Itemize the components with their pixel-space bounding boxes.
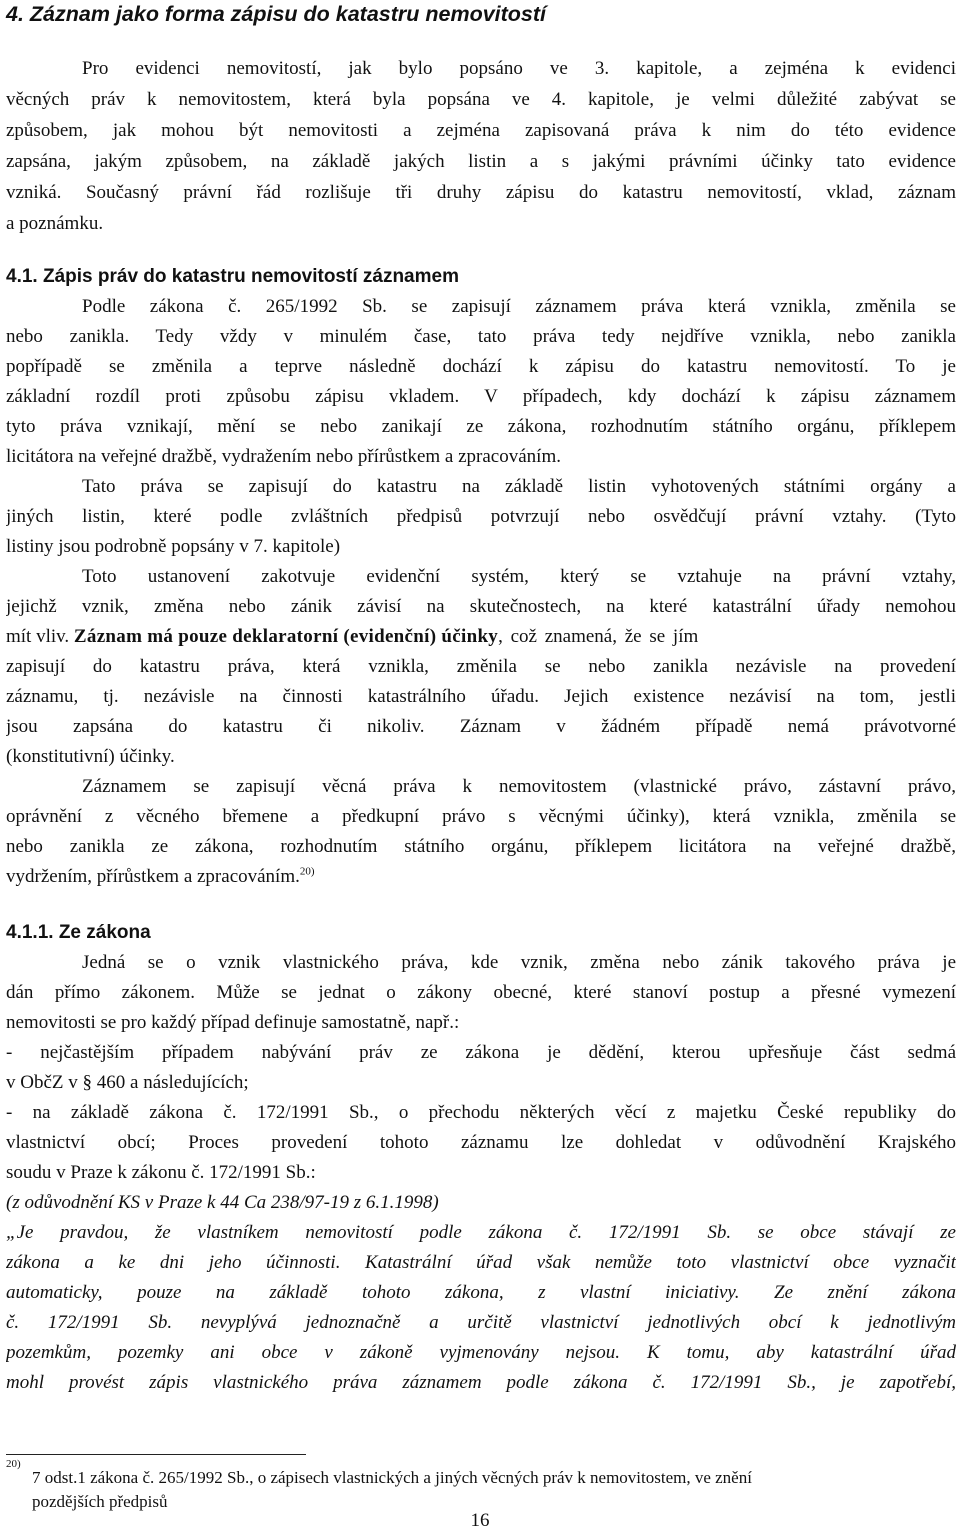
paragraph-line: vzniká. Současný právní řád rozlišuje tři druhy zápisu do katastru nemovitostí, vklad, záznam bbox=[6, 182, 956, 203]
paragraph-line: Podle zákona č. 265/1992 Sb. se zapisují záznamem práva která vznikla, změnila se bbox=[82, 296, 956, 317]
quote-line: mohl provést zápis vlastnického práva záznamem podle zákona č. 172/1991 Sb., je zapotřebí, bbox=[6, 1372, 956, 1393]
paragraph-line: základní rozdíl proti způsobu zápisu vkladem. V případech, kdy dochází k zápisu záznamem bbox=[6, 386, 956, 407]
footnote-reference: 20) bbox=[299, 865, 315, 878]
paragraph-line: nebo zanikla ze zákona, rozhodnutím státního orgánu, příklepem licitátora na veřejné dražbě, bbox=[6, 836, 956, 857]
text-run: , což znamená, že se jím bbox=[498, 626, 699, 647]
paragraph-line: vlastnictví obcí; Proces provedení tohoto záznamu lze dohledat v odůvodnění Krajského bbox=[6, 1132, 956, 1153]
paragraph-line: dán přímo zákonem. Může se jednat o zákony obecné, které stanoví postup a přesné vymezení bbox=[6, 982, 956, 1003]
paragraph-line: způsobem, jak mohou být nemovitosti a zejména zapisovaná práva k nim do této evidence bbox=[6, 120, 956, 141]
paragraph-line: záznamu, tj. nezávisle na činnosti katastrálního úřadu. Jejich existence nezávisí na tom, jestli bbox=[6, 686, 956, 707]
subsection-heading: 4.1.1. Ze zákona bbox=[6, 922, 151, 943]
paragraph-line: listiny jsou podrobně popsány v 7. kapitole) bbox=[6, 536, 341, 557]
paragraph-line: Záznamem se zapisují věcná práva k nemovitostem (vlastnické právo, zástavní právo, bbox=[82, 776, 956, 797]
quote-line: „Je pravdou, že vlastníkem nemovitostí podle zákona č. 172/1991 Sb. se obce stávají ze bbox=[6, 1222, 956, 1243]
paragraph-line: nemovitosti se pro každý případ definuje samostatně, např.: bbox=[6, 1012, 460, 1033]
court-citation: (z odůvodnění KS v Praze k 44 Ca 238/97-19 z 6.1.1998) bbox=[6, 1192, 439, 1213]
paragraph-line: - nejčastějším případem nabývání práv ze zákona je dědění, kterou upřesňuje část sedmá bbox=[6, 1042, 956, 1063]
page-number: 16 bbox=[470, 1510, 490, 1531]
text-run: mít vliv. bbox=[6, 626, 74, 647]
paragraph-line: popřípadě se změnila a teprve následně dochází k zápisu do katastru nemovitostí. To je bbox=[6, 356, 956, 377]
chapter-heading: 4. Záznam jako forma zápisu do katastru nemovitostí bbox=[6, 2, 547, 26]
quote-line: automaticky, pouze na základě tohoto zákona, z vlastní iniciativy. Ze znění zákona bbox=[6, 1282, 956, 1303]
paragraph-line: v ObčZ v § 460 a následujících; bbox=[6, 1072, 249, 1093]
paragraph-line: jsou zapsána do katastru či nikoliv. Záznam v žádném případě nemá právotvorné bbox=[6, 716, 956, 737]
paragraph-line: licitátora na veřejné dražbě, vydražením nebo přírůstkem a zpracováním. bbox=[6, 446, 561, 467]
footnote-divider bbox=[6, 1454, 306, 1455]
emphasis-bold: Záznam má pouze deklaratorní (evidenční) účinky bbox=[73, 626, 499, 647]
paragraph-line: věcných práv k nemovitostem, která byla popsána ve 4. kapitole, je velmi důležité zabývat se bbox=[6, 89, 956, 110]
quote-line: zákona a ke dni jeho účinnosti. Katastrální úřad však nemůže toto vlastnictví obce vyznačit bbox=[6, 1252, 956, 1273]
section-heading: 4.1. Zápis práv do katastru nemovitostí záznamem bbox=[6, 266, 459, 287]
paragraph-line: zapsána, jakým způsobem, na základě jakých listin a s jakými právními účinky tato evidence bbox=[6, 151, 956, 172]
paragraph-line: soudu v Praze k zákonu č. 172/1991 Sb.: bbox=[6, 1162, 316, 1183]
paragraph-line: (konstitutivní) účinky. bbox=[6, 746, 175, 767]
footnote-mark: 20) bbox=[6, 1458, 21, 1470]
paragraph-line: Toto ustanovení zakotvuje evidenční systém, který se vztahuje na právní vztahy, bbox=[82, 566, 956, 587]
paragraph-line: zapisují do katastru práva, která vznikla, změnila se nebo zanikla nezávisle na provedení bbox=[6, 656, 956, 677]
paragraph-line: Tato práva se zapisují do katastru na základě listin vyhotovených státními orgány a bbox=[82, 476, 956, 497]
paragraph-line: Jedná se o vznik vlastnického práva, kde vznik, změna nebo zánik takového práva je bbox=[82, 952, 956, 973]
paragraph-line: tyto práva vznikají, mění se nebo zanikají ze zákona, rozhodnutím státního orgánu, příklepem bbox=[6, 416, 956, 437]
paragraph-line: Pro evidenci nemovitostí, jak bylo popsáno ve 3. kapitole, a zejména k evidenci bbox=[82, 58, 956, 79]
paragraph-line: jejichž vznik, změna nebo zánik závisí na skutečnostech, na které katastrální úřady nemohou bbox=[6, 596, 956, 617]
text-run: vydržením, přírůstkem a zpracováním. bbox=[6, 866, 300, 887]
paragraph-line: nebo zanikla. Tedy vždy v minulém čase, tato práva tedy nejdříve vznikla, nebo zanikla bbox=[6, 326, 956, 347]
footnote-line: pozdějších předpisů bbox=[32, 1492, 168, 1511]
footnote-line: 7 odst.1 zákona č. 265/1992 Sb., o zápisech vlastnických a jiných věcných práv k nemovitostem, ve znění bbox=[32, 1468, 752, 1487]
quote-line: pozemkům, pozemky ani obce v zákoně vyjmenovány nejsou. K tomu, aby katastrální úřad bbox=[6, 1342, 956, 1363]
paragraph-line: a poznámku. bbox=[6, 213, 104, 234]
quote-line: č. 172/1991 Sb. nevyplývá jednoznačně a určitě vlastnictví jednotlivých obcí k jednotlivým bbox=[6, 1312, 956, 1333]
paragraph-line bbox=[6, 864, 956, 890]
paragraph-line-mixed bbox=[6, 624, 956, 650]
paragraph-line: oprávnění z věcného břemene a předkupní právo s věcnými účinky), která vznikla, změnila se bbox=[6, 806, 956, 827]
paragraph-line: - na základě zákona č. 172/1991 Sb., o přechodu některých věcí z majetku České republiky do bbox=[6, 1102, 956, 1123]
paragraph-line: jiných listin, které podle zvláštních předpisů potvrzují nebo osvědčují právní vztahy. (Tyto bbox=[6, 506, 956, 527]
